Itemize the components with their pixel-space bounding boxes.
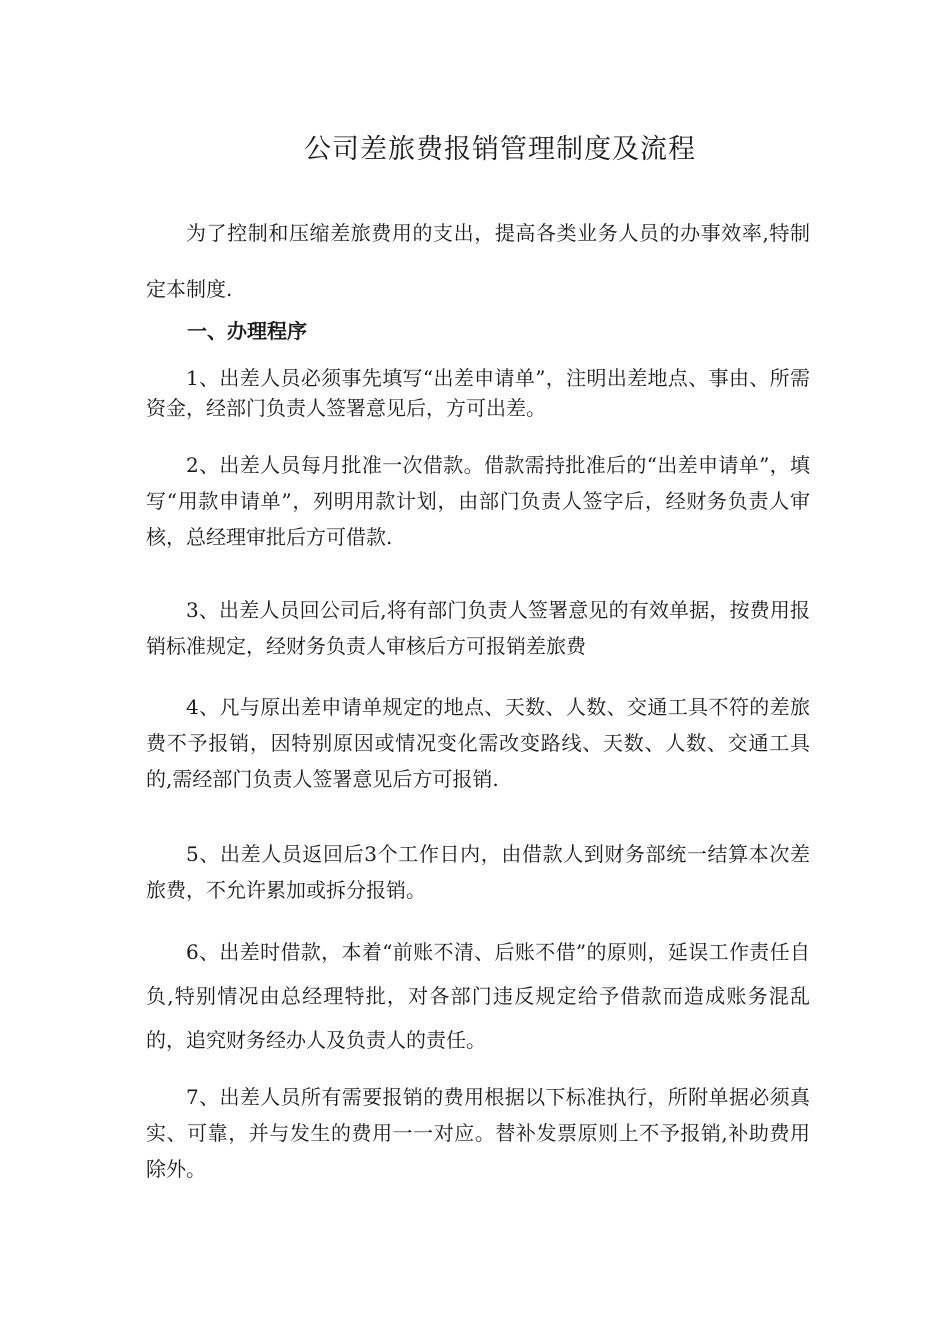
procedure-item-5: 5、出差人员返回后3个工作日内，由借款人到财务部统一结算本次差旅费，不允许累加或拆分报销。 (146, 842, 810, 902)
intro-paragraph: 为了控制和压缩差旅费用的支出，提高各类业务人员的办事效率,特制定本制度. (146, 221, 810, 301)
procedure-item-6: 6、出差时借款，本着“前账不清、后账不借”的原则，延误工作责任自负,特别情况由总经理特批，对各部门违反规定给予借款而造成账务混乱的，追究财务经办人及负责人的责任。 (146, 940, 810, 1052)
document-title: 公司差旅费报销管理制度及流程 (304, 134, 696, 165)
procedure-item-7: 7、出差人员所有需要报销的费用根据以下标准执行，所附单据必须真实、可靠，并与发生的费用一一对应。替补发票原则上不予报销,补助费用除外。 (146, 1085, 810, 1181)
procedure-item-2: 2、出差人员每月批准一次借款。借款需持批准后的“出差申请单”，填写“用款申请单”，列明用款计划，由部门负责人签字后，经财务负责人审核，总经理审批后方可借款. (146, 453, 810, 549)
procedure-item-4: 4、凡与原出差申请单规定的地点、天数、人数、交通工具不符的差旅费不予报销，因特别原因或情况变化需改变路线、天数、人数、交通工具的,需经部门负责人签署意见后方可报销. (146, 695, 810, 791)
section-heading: 一、办理程序 (187, 319, 307, 343)
procedure-item-1: 1、出差人员必须事先填写“出差申请单”，注明出差地点、事由、所需资金，经部门负责人签署意见后，方可出差。 (146, 366, 810, 420)
procedure-item-3: 3、出差人员回公司后,将有部门负责人签署意见的有效单据，按费用报销标准规定，经财务负责人审核后方可报销差旅费 (146, 598, 810, 658)
